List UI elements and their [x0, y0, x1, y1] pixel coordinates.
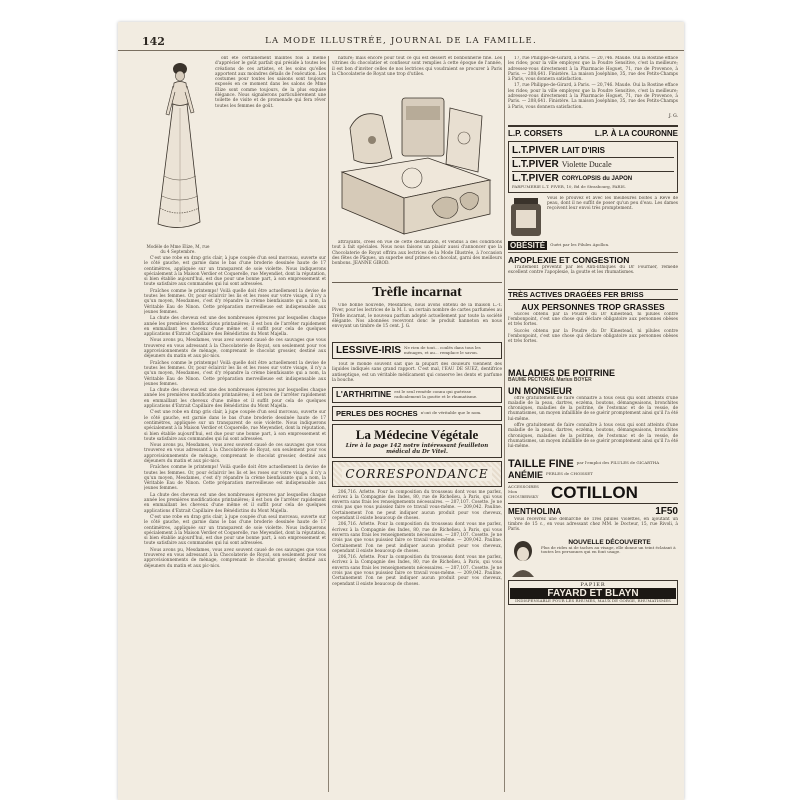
article-intro: ont été certainement maintes fois à même d'apprécier le goût parfait qui préside à toutes les créations de ces artistes, et les soins qu'elles apportent aux moindres détails de l'exécution. Les costumes pour toutes les saisons sont toujours exposés en ce moment dans les salons de Mme Elize sont comme toujours, de la plus exquise élégance. Nous signalerons particulièrement une toilette de visite et de promenade qui fera rêver toutes les femmes de goût.	[215, 56, 326, 109]
correspondance-banner: CORRESPONDANCE	[332, 461, 502, 487]
correspondance-continued: 17, rue Philippe-de-Girard, à Paris. — 20,746. Maude. Oui la Rostine efface les rides; pour la ville employez que la Poudre Sensitive, c'est la meilleure; adressez-vous directement à la Pharmacie Hoguet, 71, rue de Provence, à Paris. — 208,641. Finistère. La maison Joséphine, 35, rue des Petits-Champs à Paris, vous donnera satisfaction. 17, rue Philippe-de-Girard, à Paris. — 20,746. Maude. Oui la Rostine efface les rides; pour la ville employez que la Poudre Sensitive, c'est la meilleure; adressez-vous directement à la Pharmacie Hoguet, 71, rue de Provence, à Paris. — 208,641. Finistère. La maison Joséphine, 35, rue des Petits-Champs à Paris, vous donnera satisfaction.	[508, 56, 678, 110]
chocolate-article-end: attrayants, créés en vue de cette destination, et vendus à des conditions tout à fait spéciales. Nous nous faisons un plaisir aussi d'annoncer que la Chocolaterie de Royat offrira aux lectrices de la Mode Illustrée, à l'occasion des fêtes de Pâques, un superbe œuf primes en chocolat, garni des meilleurs bonbons. JEANNE GIROD.	[332, 240, 502, 267]
monsieur-heading: UN MONSIEUR	[508, 385, 573, 396]
perles-des-roches-ad: PERLES DES ROCHES n'ont de véritable que le nom.	[332, 406, 502, 421]
poitrine-heading: MALADIES DE POITRINE	[508, 367, 616, 378]
paragraph: Nous avons pu, Mesdames, vous avez souvent causé de ces sauvages que vous trouverez en vous adressant à la Chocolaterie de Royat, son seulement pour vos approvisionnements de ménage, comprenant le chocolat grossier, destiné aux déjeuners du matin et aux pic-nics.	[144, 338, 326, 360]
article-body	[144, 256, 326, 569]
page-header	[118, 32, 684, 51]
taille-fine-ad: TAILLE FINE par l'emploi des PILULES de GICARTHA	[508, 457, 660, 470]
nouvelle-decouverte-ad: NOUVELLE DÉCOUVERTE Plus de rides ni de taches au visage, elle donne un teint éclatant à toutes les personnes qui en font usage.	[508, 539, 678, 577]
mentholina-ad: MENTHOLINA 1F50	[508, 505, 678, 517]
journal-title: LA MODE ILLUSTRÉE, JOURNAL DE LA FAMILLE.	[265, 36, 537, 46]
signature: J. G.	[668, 114, 678, 119]
paragraph: C'est une robe en drap gris clair, à jupe coupée d'un seul morceau, ouverte sur le côté gauche, est garnie dans le bas d'une broderie dessinée haute de 17 centimètres, appliquée sur un transparent de soie violette. Nous indiquerons spécialement à la Maison Verdier et Coquerelle, rue Meyendiet, dont la réputation, si bien établie aujourd'hui, est due pour une bonne part, à son empressement et toute satisfaire aux commandes qui lui sont adressées.	[144, 410, 326, 442]
grasses-heading: AUX PERSONNES TROP GRASSES	[521, 301, 665, 312]
lady-portrait-icon	[508, 539, 538, 577]
medecine-vegetale-ad: La Médecine Végétale Lire à la page 142 notre intéressant feuilleton médical du Dr Vitel.	[332, 424, 502, 458]
anemie-ad: ANÉMIE PERLES de CHOISSET	[508, 469, 593, 480]
baume-pectoral: BAUME PECTORAL Marius BOYER	[508, 376, 592, 383]
page-number: 142	[142, 35, 165, 48]
jar-icon	[508, 196, 544, 238]
column-3	[508, 56, 678, 792]
dragees-ad: TRÈS ACTIVES DRAGÉES FER BRISS	[508, 289, 678, 300]
dress-illustration	[144, 56, 212, 240]
cotillon-ad: ACCESSOIRES Mon CHOUBERSKY COTILLON	[508, 482, 678, 504]
arthritine-ad: L'ARTHRITINE est le seul remède connu qui guérisse radicalement la goutte et le rhumatisme.	[332, 387, 502, 403]
paragraph: Fraîches comme le printemps! Voilà quelle doit être actuellement la devise de toutes les femmes. Or, pour éclaircir les lis et les roses sur votre visage, il n'y a qu'un moyen, Mesdames, c'est d'y répandre la crème bienfaisante qui a nom, la Véritable Eau de Ninon. Cette préparation merveilleuse est indispensable aux jeunes femmes.	[144, 360, 326, 387]
paragraph: Fraîches comme le printemps! Voilà quelle doit être actuellement la devise de toutes les femmes. Or, pour éclaircir les lis et les roses sur votre visage, il n'y a qu'un moyen, Mesdames, c'est d'y répandre la crème bienfaisante qui a nom, la Véritable Eau de Ninon. Cette préparation merveilleuse est indispensable aux jeunes femmes.	[144, 465, 326, 492]
grasses-text: Succès obtenu par la Poudre du Dr Kinestead, ni pilules contre l'embonpoint, c'est une chose qui déclare obligatoire aux personnes obèses et très fortes. Succès obtenu par la Poudre du Dr Kinestead, ni pilules contre l'embonpoint, c'est une chose qui déclare obligatoire aux personnes obèses et très fortes.	[508, 311, 678, 345]
paragraph: Fraîches comme le printemps! Voilà quelle doit être actuellement la devise de toutes les femmes. Or, pour éclaircir les lis et les roses sur votre visage, il n'y a qu'un moyen, Mesdames, c'est d'y répandre la crème bienfaisante qui a nom, la Véritable Eau de Ninon. Cette préparation merveilleuse est indispensable aux jeunes femmes.	[144, 288, 326, 315]
lessive-iris-ad: LESSIVE-IRIS Ne rien de tout... coulés dans tous les ménages, et au... remplace le savon.	[332, 342, 502, 359]
fayard-blayn-ad: PAPIER FAYARD ET BLAYN INDISPENSABLE POUR LES RHUMES, MAUX DE GORGE, RHUMATISMES	[508, 580, 678, 606]
obesite-ad: OBÉSITÉ Guéri par les Pilules Apollon.	[510, 240, 610, 250]
paragraph: Nous avons pu, Mesdames, vous avez souvent causé de ces sauvages que vous trouverez en vous adressant à la Chocolaterie de Royat, son seulement pour vos approvisionnements de ménage, comprenant le chocolat grossier, destiné aux déjeuners du matin et aux pic-nics.	[144, 443, 326, 464]
paragraph: C'est une robe en drap gris clair, à jupe coupée d'un seul morceau, ouverte sur le côté gauche, est garnie dans le bas d'une broderie dessinée haute de 17 centimètres, appliquée sur un transparent de soie violette. Nous indiquerons spécialement à la Maison Verdier et Coquerelle, rue Meyendiet, dont la réputation, si bien établie aujourd'hui, est due pour une bonne part, à son empressement et toute satisfaire aux commandes qui lui sont adressées.	[144, 514, 326, 547]
piver-ads: L.T.PIVER LAIT D'IRIS L.T.PIVER Violette Ducale L.T.PIVER CORYLOPSIS du JAPON PARFUMERIE L.T. PIVER, 10, Bd de Strasbourg, PARIS.	[508, 141, 678, 193]
magazine-page	[118, 22, 684, 800]
mentholina-text: Vous recevrez une démarche de 1res pilules violettes, en ajoutant un timbre de 15 c., en vous adressant chez MM. le Docteur, 15, rue Rivoli, à Paris.	[508, 516, 678, 533]
paragraph: La chute des cheveux est une des nombreuses épreuves par lesquelles chaque année les premières modifications printanières; il est bon de l'arrêter rapidement en emmaillant les cheveux d'une même et il suffit pour cela de quelques applications d'Extrait Capillaire des Bénédictins du Mont Majella.	[144, 316, 326, 338]
apoplexie-text: Traitement préventif par les Anti-lithiques du Dr Fournier, remède excellent contre l'apoplexie, la goutte et les rhumatismes.	[508, 264, 678, 276]
paragraph: C'est une robe en drap gris clair, à jupe coupée d'un seul morceau, ouverte sur le côté gauche, est garnie dans le bas d'une broderie dessinée haute de 17 centimètres, appliquée sur un transparent de soie violette. Nous indiquerons spécialement à la Maison Verdier et Coquerelle, rue Meyendiet, dont la réputation, si bien établie aujourd'hui, est due pour une bonne part, à son empressement et toute satisfaire aux commandes qui lui sont adressées.	[144, 256, 326, 288]
apoplexie-heading: APOPLEXIE ET CONGESTION	[508, 254, 630, 265]
chocolate-article-intro: nature; mais encore pour tout ce qui est dessert et bonbonnerie fine. Les vitrines du chocolatier et confiseur sont remplies à cette époque de l'année, il est bon d'inviter celles de nos lectrices qui voudraient se procurer à Paris la Chocolaterie de Royat une trop d'utiles.	[332, 56, 502, 77]
lp-corsets-ad: L.P. CORSETS L.P. À LA COURONNE	[508, 129, 678, 138]
column-rule	[328, 56, 329, 792]
trefle-heading: Trèfle incarnat	[372, 285, 462, 300]
paragraph: La chute des cheveux est une des nombreuses épreuves par lesquelles chaque année les premières modifications printanières; il est bon de l'arrêter rapidement en emmaillant les cheveux d'une même et il suffit pour cela de quelques applications d'Extrait Capillaire des Bénédictins du Mont Majella.	[144, 492, 326, 514]
figure-caption: Modèle de Mme Elize, M, rue du 4 Septembre.	[146, 244, 210, 254]
chocolate-boxes-illustration	[332, 88, 502, 236]
correspondance-text: 206,716. Arlette. Pour la composition du trousseau dont vous me parlez, écrivez à la Compagnie des Indes, 80, rue de Richelieu, à Paris, qui vous enverra sans frais les renseignements nécessaires. — 207,107. Cosette. Je ne crois pas que vous puissiez faire ce travail vous-même. — 209,042. Pauline. Certainement l'on ne peut indiquer aucun produit pour vos cheveux, cependant il existe beaucoup de choses. 206,716. Arlette. Pour la composition du trousseau dont vous me parlez, écrivez à la Compagnie des Indes, 80, rue de Richelieu, à Paris, qui vous enverra sans frais les renseignements nécessaires. — 207,107. Cosette. Je ne crois pas que vous puissiez faire ce travail vous-même. — 209,042. Pauline. Certainement l'on ne peut indiquer aucun produit pour vos cheveux, cependant il existe beaucoup de choses. 206,716. Arlette. Pour la composition du trousseau dont vous me parlez, écrivez à la Compagnie des Indes, 80, rue de Richelieu, à Paris, qui vous enverra sans frais les renseignements nécessaires. — 207,107. Cosette. Je ne crois pas que vous puissiez faire ce travail vous-même. — 209,042. Pauline. Certainement l'on ne peut indiquer aucun produit pour vos cheveux, cependant il existe beaucoup de choses.	[332, 489, 502, 587]
monsieur-text: offre gratuitement de faire connaître à tous ceux qui sont atteints d'une maladie de la peau, dartres, eczéma, boutons, démangeaisons, bronchites chroniques, maladies de la poitrine, de l'estomac et de la vessie, de rhumatismes, un moyen infaillible de se guérir promptement ainsi qu'il l'a été lui-même. offre gratuitement de faire connaître à tous ceux qui sont atteints d'une maladie de la peau, dartres, eczéma, boutons, démangeaisons, bronchites chroniques, maladies de la poitrine, de l'estomac et de la vessie, de rhumatismes, un moyen infaillible de se guérir promptement ainsi qu'il l'a été lui-même.	[508, 395, 678, 450]
cream-jar-ad: Vous le prouvez et avec les meilleures boîtes à Rêve de peau, dont il ne suffit de poser qu'un peu d'eau. Les dames reçoivent leur envoi très promptement.	[508, 196, 678, 238]
eau-de-suez-text: Tout le monde souvent sait que la plupart des douleurs viennent des liquides indiqués sans grand rapport. C'est mal, l'EAU DE SUEZ, dentifrice antiseptique, est un véritable médicament qui conserve les dents et parfume la bouche.	[332, 362, 502, 383]
column-1	[144, 56, 326, 792]
column-2	[332, 56, 502, 792]
trefle-text: Une bonne nouvelle, Mesdames, nous avons obtenu de la maison L.-T. Piver, pour les lectrices de la M. I. un certain nombre de cartes parfumées au Trèfle incarnat, le nouveau parfum adopté actuellement par toute la société élégante. Nos abonnées recevront donc le produit hanneton en nous envoyant un timbre de 15 cent. J. G.	[332, 303, 502, 330]
paragraph: Nous avons pu, Mesdames, vous avez souvent causé de ces sauvages que vous trouverez en vous adressant à la Chocolaterie de Royat, son seulement pour vos approvisionnements de ménage, comprenant le chocolat grossier, destiné aux déjeuners du matin et aux pic-nics.	[144, 547, 326, 569]
column-rule	[504, 56, 505, 792]
dress-figure	[144, 56, 212, 254]
paragraph: La chute des cheveux est une des nombreuses épreuves par lesquelles chaque année les premières modifications printanières; il est bon de l'arrêter rapidement en emmaillant les cheveux d'une même et il suffit pour cela de quelques applications d'Extrait Capillaire des Bénédictins du Mont Majella.	[144, 388, 326, 410]
